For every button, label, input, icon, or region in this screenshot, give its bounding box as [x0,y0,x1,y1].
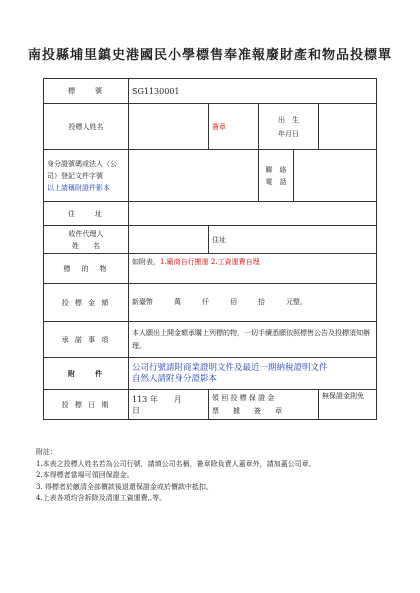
id-label: 身分證號碼或法人（公司）登記文件字號 [47,159,117,180]
page-title: 南投縣埔里鎮史港國民小學標售奉准報廢財產和物品投標單 [27,48,392,63]
phone-label-line1: 聯 絡 [265,165,287,174]
item-label: 標 的 物 [44,254,129,284]
bid-no-value: SG1130001 [129,79,377,104]
note-item: 4.上表各項均含拆除及清運工資運費,,等。 [36,494,167,502]
deposit-note: 無保證金則免 [319,390,377,420]
dob-label-line1: 出 生 [278,115,299,124]
dob-label-line2: 年月日 [278,129,299,138]
date-value[interactable]: 113 年 月 日 [129,390,209,420]
bidder-name-label: 投標人姓名 [44,104,129,150]
agent-name-field[interactable] [129,226,209,254]
date-label: 投 標 日 期 [44,390,129,420]
phone-label-line2: 電 話 [265,177,287,186]
agent-label-line1: 收件代理人 [68,229,104,238]
amount-label: 投 標 金 額 [44,284,129,322]
notes-heading: 附註： [36,448,57,456]
attach-line2: 自然人請附身分證影本 [132,373,218,384]
note-item: 3. 得標者於繳清全部價款後退還保證金或於價款中抵扣。 [36,482,213,491]
address-label: 住 址 [44,202,129,226]
agent-address-cell[interactable] [209,226,377,254]
bidder-name-field[interactable] [129,104,209,150]
amount-value[interactable]: 新臺幣 萬 仟 佰 拾 元整。 [129,284,377,322]
agent-address-label: 住址 [212,235,226,244]
phone-field[interactable] [294,150,377,202]
id-field[interactable] [129,150,259,202]
deposit-label-line1: 領 回 投 標 保 證 金 [212,393,275,402]
address-field[interactable] [129,202,377,226]
item-prefix: 如附表， [132,258,160,266]
deposit-label-line2: 票 據 簽 章 [212,406,282,415]
attach-label: 附 件 [44,358,129,390]
bid-no-label: 標 號 [44,79,129,104]
bid-form-table [43,78,377,420]
promise-label: 承 諾 事 項 [44,322,129,358]
notes-section [36,447,386,505]
id-note: 以上請稱附證件影本 [47,183,110,192]
seal-label: 簽章 [209,104,259,150]
note-item: 2.本得標者當場可領回保證金。 [36,471,134,479]
attach-line1: 公司行號請附商業證明文件及最近一期納稅證明文件 [132,362,328,373]
item-note: 1.廠商自行搬運 2.工資運費自理 [160,258,260,266]
agent-label-line2: 姓 名 [72,241,100,250]
promise-text: 本人願出上開金額承購上列標的物，一切手續悉願依照標售公告及投標須知辦理。 [129,322,377,358]
note-item: 1.本表之投標人姓名若為公司行號，請填公司名稱，簽章除負責人蓋章外，請加蓋公司章。 [36,459,316,468]
dob-field[interactable] [319,104,377,150]
